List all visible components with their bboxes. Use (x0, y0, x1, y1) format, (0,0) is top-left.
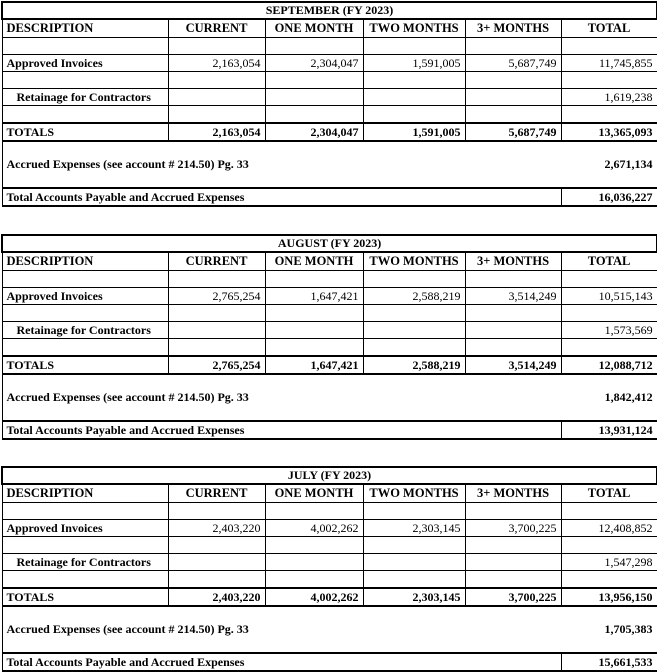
header-description: DESCRIPTION (2, 252, 168, 271)
spacer-row (2, 106, 657, 124)
spacer-row (2, 339, 657, 357)
header-row (2, 252, 657, 271)
totals-two-months: 2,303,145 (363, 588, 465, 606)
approved-invoices-row (2, 520, 657, 537)
header-two-months: TWO MONTHS (363, 252, 465, 271)
accrued-expenses-row (2, 374, 657, 421)
approved-current: 2,765,254 (168, 288, 265, 305)
grand-total-row (2, 653, 657, 671)
approved-three-plus: 3,700,225 (465, 520, 561, 537)
totals-one-month: 1,647,421 (265, 356, 363, 374)
approved-invoices-label: Approved Invoices (2, 55, 168, 72)
totals-current: 2,403,220 (168, 588, 265, 606)
accrued-expenses-row (2, 606, 657, 653)
header-one-month: ONE MONTH (265, 19, 363, 38)
accrued-expenses-row (2, 141, 657, 188)
header-row (2, 484, 657, 503)
totals-row (2, 588, 657, 606)
grand-total-label: Total Accounts Payable and Accrued Expenses (2, 653, 561, 671)
approved-one-month: 4,002,262 (265, 520, 363, 537)
header-total: TOTAL (561, 252, 657, 271)
retainage-label: Retainage for Contractors (2, 322, 168, 339)
accrued-expenses-label: Accrued Expenses (see account # 214.50) Pg. 33 (2, 141, 561, 188)
totals-one-month: 4,002,262 (265, 588, 363, 606)
header-total: TOTAL (561, 484, 657, 503)
header-three-plus: 3+ MONTHS (465, 252, 561, 271)
approved-current: 2,163,054 (168, 55, 265, 72)
totals-three-plus: 5,687,749 (465, 123, 561, 141)
ap-aging-table-3 (1, 466, 657, 672)
header-three-plus: 3+ MONTHS (465, 19, 561, 38)
approved-total: 10,515,143 (561, 288, 657, 305)
spacer-row (2, 38, 657, 55)
grand-total-row (2, 421, 657, 439)
approved-current: 2,403,220 (168, 520, 265, 537)
approved-two-months: 2,588,219 (363, 288, 465, 305)
retainage-total: 1,619,238 (561, 89, 657, 106)
retainage-row (2, 322, 657, 339)
section-title: AUGUST (FY 2023) (2, 235, 657, 252)
spacer-row (2, 571, 657, 589)
accrued-expenses-total: 1,705,383 (561, 606, 657, 653)
section-title: JULY (FY 2023) (2, 467, 657, 484)
section-title-row (2, 235, 657, 252)
approved-total: 12,408,852 (561, 520, 657, 537)
header-row (2, 19, 657, 38)
header-total: TOTAL (561, 19, 657, 38)
retainage-total: 1,573,569 (561, 322, 657, 339)
ap-aging-table-2 (1, 234, 657, 440)
header-description: DESCRIPTION (2, 19, 168, 38)
ap-aging-table-1 (1, 1, 657, 207)
approved-three-plus: 5,687,749 (465, 55, 561, 72)
header-two-months: TWO MONTHS (363, 484, 465, 503)
section-title-row (2, 467, 657, 484)
accrued-expenses-total: 2,671,134 (561, 141, 657, 188)
totals-two-months: 2,588,219 (363, 356, 465, 374)
grand-total-label: Total Accounts Payable and Accrued Expenses (2, 188, 561, 206)
header-current: CURRENT (168, 19, 265, 38)
retainage-total: 1,547,298 (561, 554, 657, 571)
approved-one-month: 2,304,047 (265, 55, 363, 72)
accrued-expenses-total: 1,842,412 (561, 374, 657, 421)
approved-one-month: 1,647,421 (265, 288, 363, 305)
spacer-row (2, 72, 657, 89)
approved-invoices-label: Approved Invoices (2, 520, 168, 537)
grand-total-row (2, 188, 657, 206)
accrued-expenses-label: Accrued Expenses (see account # 214.50) Pg. 33 (2, 374, 561, 421)
approved-two-months: 1,591,005 (363, 55, 465, 72)
totals-label: TOTALS (2, 123, 168, 141)
header-one-month: ONE MONTH (265, 252, 363, 271)
totals-label: TOTALS (2, 588, 168, 606)
header-one-month: ONE MONTH (265, 484, 363, 503)
totals-three-plus: 3,514,249 (465, 356, 561, 374)
header-current: CURRENT (168, 484, 265, 503)
header-three-plus: 3+ MONTHS (465, 484, 561, 503)
retainage-label: Retainage for Contractors (2, 89, 168, 106)
section-title: SEPTEMBER (FY 2023) (2, 2, 657, 19)
totals-row (2, 123, 657, 141)
header-two-months: TWO MONTHS (363, 19, 465, 38)
section-title-row (2, 2, 657, 19)
spacer-row (2, 537, 657, 554)
approved-three-plus: 3,514,249 (465, 288, 561, 305)
totals-label: TOTALS (2, 356, 168, 374)
totals-row (2, 356, 657, 374)
grand-total-value: 13,931,124 (561, 421, 657, 439)
accrued-expenses-label: Accrued Expenses (see account # 214.50) Pg. 33 (2, 606, 561, 653)
totals-current: 2,765,254 (168, 356, 265, 374)
spacer-row (2, 305, 657, 322)
header-current: CURRENT (168, 252, 265, 271)
totals-three-plus: 3,700,225 (465, 588, 561, 606)
approved-invoices-row (2, 288, 657, 305)
totals-total: 13,956,150 (561, 588, 657, 606)
grand-total-label: Total Accounts Payable and Accrued Expenses (2, 421, 561, 439)
header-description: DESCRIPTION (2, 484, 168, 503)
approved-two-months: 2,303,145 (363, 520, 465, 537)
totals-current: 2,163,054 (168, 123, 265, 141)
grand-total-value: 16,036,227 (561, 188, 657, 206)
totals-total: 12,088,712 (561, 356, 657, 374)
approved-invoices-label: Approved Invoices (2, 288, 168, 305)
retainage-label: Retainage for Contractors (2, 554, 168, 571)
spacer-row (2, 503, 657, 520)
retainage-row (2, 89, 657, 106)
totals-two-months: 1,591,005 (363, 123, 465, 141)
retainage-row (2, 554, 657, 571)
approved-invoices-row (2, 55, 657, 72)
totals-total: 13,365,093 (561, 123, 657, 141)
grand-total-value: 15,661,533 (561, 653, 657, 671)
spacer-row (2, 271, 657, 288)
totals-one-month: 2,304,047 (265, 123, 363, 141)
approved-total: 11,745,855 (561, 55, 657, 72)
